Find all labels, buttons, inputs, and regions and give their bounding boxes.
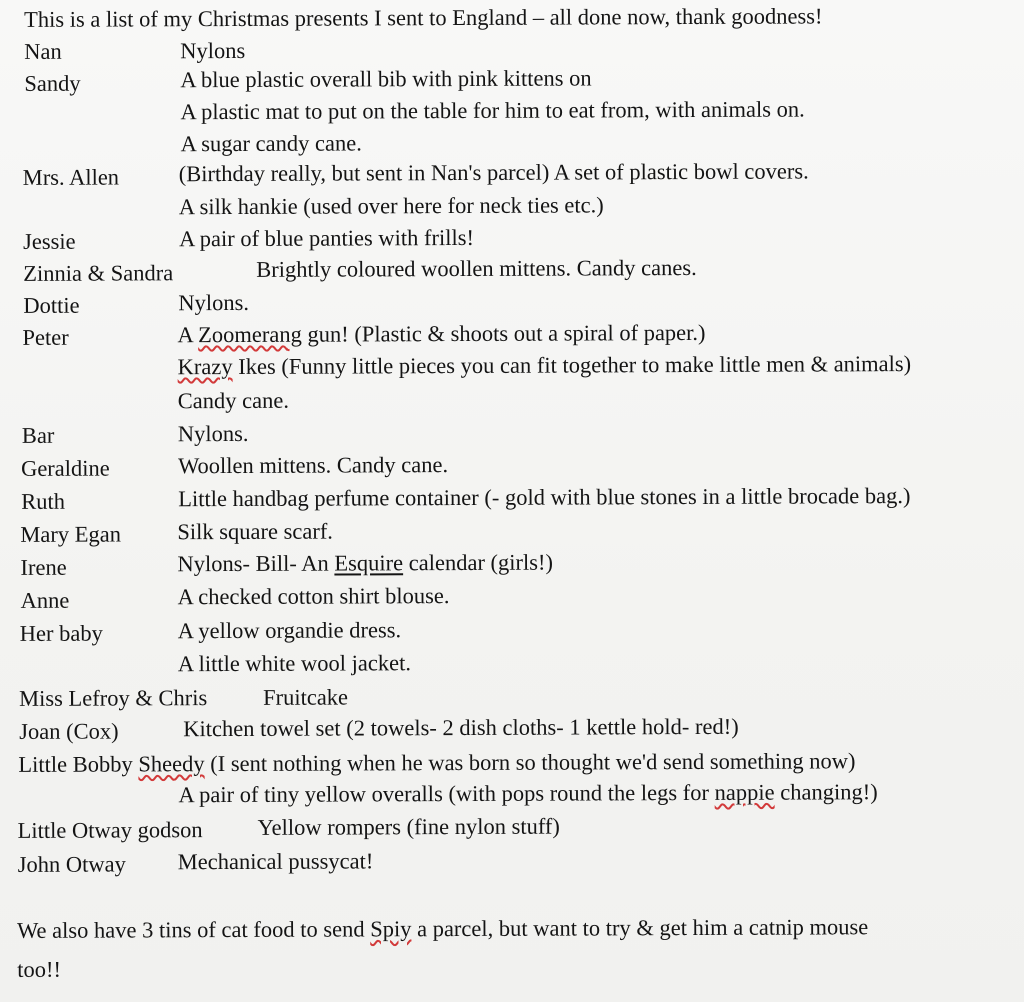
entry-name: Irene — [20, 554, 67, 580]
entry-name: Mary Egan — [20, 521, 121, 547]
entry-gift: A Zoomerang gun! (Plastic & shoots out a spiral of paper.) — [177, 319, 706, 348]
intro-line: This is a list of my Christmas presents I sent to England – all done now, thank goodness! — [24, 3, 823, 32]
entry-gift: Little handbag perfume container (- gold with blue stones in a little brocade bag.) — [178, 483, 911, 512]
entry-gift: A pair of tiny yellow overalls (with pops round the legs for nappie changing!) — [178, 779, 878, 808]
spellcheck-word: Zoomerang — [198, 321, 302, 348]
entry-gift: Nylons. — [178, 289, 250, 316]
entry-gift: Silk square scarf. — [177, 518, 333, 545]
entry-gift: Nylons. — [177, 420, 249, 447]
entry-name: Sandy — [24, 70, 81, 96]
entry-name: Miss Lefroy & Chris — [18, 685, 208, 711]
entry-gift: A blue plastic overall bib with pink kittens on — [180, 65, 592, 93]
entry-gift: A checked cotton shirt blouse. — [177, 583, 450, 610]
entry-name: Zinnia & Sandra — [23, 260, 174, 286]
entry-name: Peter — [22, 324, 69, 350]
entry-gift: (Birthday really, but sent in Nan's parcel) A set of plastic bowl covers. — [178, 158, 809, 187]
spellcheck-word: Spiy — [370, 916, 412, 942]
entry-gift: Brightly coloured woollen mittens. Candy canes. — [256, 254, 697, 282]
entry-name: Bar — [21, 422, 55, 448]
underlined-word: Esquire — [334, 550, 404, 576]
entry-gift: Nylons — [180, 37, 246, 64]
entry-gift: A little white wool jacket. — [177, 650, 412, 677]
entry-name: Nan — [24, 38, 62, 64]
entry-name: Jessie — [22, 228, 76, 254]
entry-gift: Woollen mittens. Candy cane. — [177, 452, 449, 479]
entry-name: Little Bobby Sheedy (I sent nothing when he was born so thought we'd send something now) — [18, 748, 856, 777]
entry-name: Dottie — [23, 292, 80, 318]
entry-name: John Otway — [17, 851, 126, 877]
entry-gift: A plastic mat to put on the table for him to eat from, with animals on. — [180, 96, 805, 125]
entry-gift: A yellow organdie dress. — [177, 617, 402, 644]
entry-name: Ruth — [21, 488, 66, 514]
entry-gift: A silk hankie (used over here for neck ties etc.) — [178, 192, 604, 220]
entry-gift: A sugar candy cane. — [180, 130, 362, 157]
entry-name: Little Otway godson — [17, 817, 203, 843]
closing-line: We also have 3 tins of cat food to send Spiy a parcel, but want to try & get him a catnip mouse — [17, 914, 869, 943]
entry-name: Her baby — [19, 620, 103, 646]
entry-name: Anne — [20, 587, 70, 613]
entry-name: Joan (Cox) — [19, 718, 119, 744]
spellcheck-word: Sheedy — [138, 751, 205, 777]
closing-line-end: too!! — [17, 956, 62, 982]
entry-gift: A pair of blue panties with frills! — [178, 224, 475, 252]
entry-gift: Nylons- Bill- An Esquire calendar (girls!) — [177, 549, 554, 577]
entry-gift: Candy cane. — [177, 387, 290, 414]
entry-gift: Krazy Ikes (Funny little pieces you can fit together to make little men & animals) — [177, 351, 912, 380]
entry-name: Geraldine — [20, 455, 110, 481]
spellcheck-word: Krazy — [177, 353, 233, 380]
entry-name: Mrs. Allen — [22, 164, 120, 190]
entry-gift: Mechanical pussycat! — [177, 848, 374, 875]
spellcheck-word: nappie — [714, 779, 775, 805]
entry-gift: Yellow rompers (fine nylon stuff) — [257, 813, 560, 840]
entry-gift: Kitchen towel set (2 towels- 2 dish cloths- 1 kettle hold- red!) — [183, 713, 739, 742]
entry-gift: Fruitcake — [262, 684, 349, 710]
